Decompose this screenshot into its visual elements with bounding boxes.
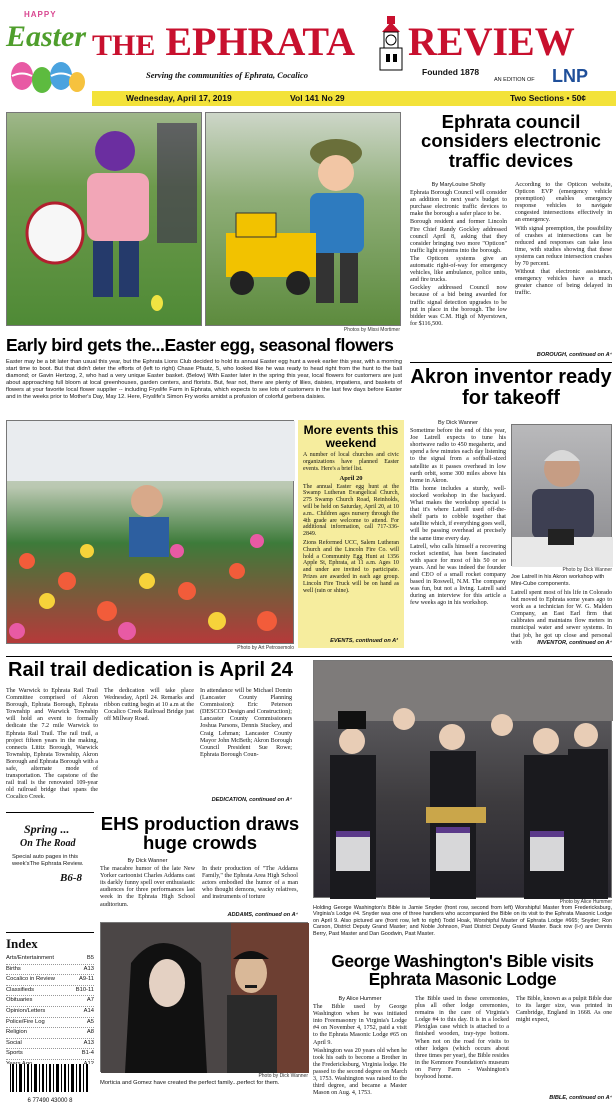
spring-title2: On The Road (20, 838, 76, 849)
events-p1: The annual Easter egg hunt at the Swamp Lutheran Evangelical Church, 275 Swamp Church Road, Reinholds, will be held on Saturday, April 20, at 10 a.m.. Children ages nursery through the 4th grade are welcome to attend. For additional information, call 717-336-2849. (303, 483, 399, 538)
index-list (6, 954, 94, 1071)
ehs-p2: In their production of "The Addams Family," the Ephrata Area High School actors embodied the humor of a man who thought demons, wacky relatives, and instruments of torture (202, 866, 298, 901)
masonic-credit: Photo by Alice Hummer (559, 899, 612, 905)
akron-p4: Latrell spent most of his life in Colorado but moved to Ephrata some years ago to work as a technician for W. G. Malden Company, an East Earl firm that calibrates and maintains flow meters in municipal water and sewer systems. In that job, he got up close and personal with (511, 590, 612, 646)
akron-photo (511, 424, 612, 566)
index-page: A7 (86, 997, 94, 1004)
ehs-headline: EHS production draws huge crowds (100, 813, 300, 854)
flowers-credit: Photo by Art Petrosemolo (237, 645, 294, 651)
akron-jump[interactable]: INVENTOR, continued on A⁴ (537, 640, 612, 646)
title-the: THE (92, 29, 156, 62)
index-page: A14 (83, 1007, 94, 1014)
rail-headline: Rail trail dedication is April 24 (8, 659, 293, 681)
index-label: Births (6, 965, 21, 972)
bible-col2 (415, 996, 509, 1100)
council-jump[interactable]: BOROUGH, continued on A⁴ (536, 352, 612, 358)
spring-pages: B6-8 (60, 872, 82, 884)
rail-p3: In attendance will be Michael Domin (Lancaster County Planning Commission): Eric Peterson (DESCCO Design and Construction); Lancaster County Commissioners Joshua Parsons, Dennis Stuckey, and Craig Lehman; Lancaster County Mayor John McBeth; Akron Borough Council President Sue Rowe; Ephrata Borough Coun- (200, 688, 292, 758)
index-page: A5 (86, 1018, 94, 1025)
barcode-number: 6 77490 43000 8 (27, 1098, 73, 1104)
council-headline: Ephrata council considers electronic traffic devices (421, 111, 601, 171)
index-row[interactable] (6, 1049, 94, 1060)
index-page: B10-11 (75, 986, 94, 993)
egg-hunt-photo-left (6, 112, 202, 326)
akron-p3: Latrell, who calls himself a recovering rocket scientist, has been fascinated with space for most of his 50 or so years. And he was indeed the founder and CEO of a small rocket company based in Roswell, N.M. The company was fun, but not a living. Latrell said during an interview for this article a few weeks ago in his workshop. (410, 543, 506, 607)
council-p2: Borough resident and former Lincoln Fire Chief Randy Gockley addressed council April 8, asking that they consider bringing two more "Opticon" traffic light systems into the borough. (410, 219, 507, 254)
flowers-photo (6, 420, 294, 644)
index-page: A9-11 (78, 976, 94, 983)
spring-text: Special auto pages in this week'sThe Ephrata Review. (12, 854, 84, 867)
ehs-credit: Photo by Dick Wanner (258, 1073, 308, 1079)
index-label: Cocalico in Review (6, 976, 55, 983)
dateline-date: Wednesday, April 17, 2019 (126, 93, 232, 103)
spring-promo[interactable] (6, 816, 94, 930)
mid-rule (6, 656, 612, 657)
index-row[interactable] (6, 1018, 94, 1029)
rail-p1: The Warwick to Ephrata Rail Trail Committee comprised of Akron Borough, Ephrata Borough, Ephrata Township and Warwick Township will hold an event to formally dedicate the 7.2 mile Warwick to Ephrata Rail Trail. The rail trail, a project fifteen years in the making, connects Lititz Borough, Warwick Township, Ephrata Township, Akron Borough and Ephrata Borough with a safe, alternate mode of transportation. The capstone of the rail trail is the renovated 109-year old railroad bridge that spans the Cocalico Creek. (6, 688, 98, 801)
index-row[interactable] (6, 1039, 94, 1050)
events-date: April 20 (339, 474, 363, 482)
tagline: Serving the communities of Ephrata, Cocalico (146, 70, 308, 80)
index-row[interactable] (6, 954, 94, 965)
council-col2 (515, 182, 612, 352)
index-row[interactable] (6, 975, 94, 986)
barcode-icon (6, 1064, 94, 1098)
index-label: Police/Fire Log (6, 1018, 45, 1025)
index-page: A13 (83, 965, 94, 972)
akron-col1 (410, 420, 506, 648)
akron-credit: Photo by Dick Wanner (562, 567, 612, 573)
edition-label: AN EDITION OF (494, 77, 535, 83)
easter-logo-top: HAPPY (24, 10, 57, 19)
rail-col1 (6, 688, 98, 806)
akron-byline: By Dick Wanner (438, 420, 478, 426)
bible-headline: George Washington's Bible visits Ephrata Masonic Lodge (331, 951, 594, 990)
index-row[interactable] (6, 1028, 94, 1039)
rail-col2 (104, 688, 194, 806)
events-intro: A number of local churches and civic organizations have planned Easter events. Here's a brief list. (303, 452, 399, 472)
index-row[interactable] (6, 996, 94, 1007)
council-body (410, 182, 612, 352)
council-p1: Ephrata Borough Council will consider an addition to next year's budget to purchase electronic traffic devices to make the borough a safer place to be. (410, 190, 507, 218)
akron-headline: Akron inventor ready for takeoff (410, 366, 612, 409)
rail-p2: The dedication will take place Wednesday, April 24. Remarks and ribbon cutting begin at 10 a.m at the Cocalico Creek Railroad Bridge just off Millway Road. (104, 688, 194, 723)
events-sidebar (298, 420, 404, 648)
index-label: Obituaries (6, 997, 33, 1004)
council-p4: Gockley addressed Council now because of a bid being awarded for traffic signal detection upgrades to be put in place in the borough. The low bidder was C.M. High of Myerstown, for $116,500. (410, 285, 507, 327)
masonic-photo (313, 660, 612, 898)
bible-col1 (313, 996, 407, 1100)
dateline-vol: Vol 141 No 29 (290, 93, 345, 103)
bible-p4: The Bible, known as a pulpit Bible due to its larger size, was printed in Cambridge, England in 1668. As one might expect, (516, 996, 612, 1024)
council-byline: By MaryLouise Sholly (431, 182, 486, 188)
lnp-logo: LNP (552, 66, 588, 86)
ehs-p1: The macabre humor of the late New Yorker cartoonist Charles Addams cast its darkly funny spell over enthusiastic audiences for three performances last week in the Ephrata High School auditorium. (100, 866, 195, 908)
ehs-byline: By Dick Wanner (127, 858, 168, 864)
akron-p1: Sometime before the end of this year, Joe Latrell expects to tune his shortwave radio to 450 megahertz, and spend a few minutes each day listening to the signal from a softball-sized satellite as it passes overhead in low earth orbit, some 300 miles above his home in Akron. (410, 428, 506, 484)
ehs-caption: Morticia and Gomez have created the perfect family...perfect for them. (100, 1080, 280, 1086)
easter-logo-word: Easter (6, 20, 87, 53)
bible-p3: The Bible used in these ceremonies, plus all other lodge ceremonies, remains in the care of Virginia's Lodge #4 to this day. It is in a locked Plexiglas case which is attached to a finished wooden, tray-type bottom. When not on the road for visits to other lodges (which occurs about three times per year), the Bible resides in the Kenmore Foundation's museum on Ferry Farm - Washington's boyhood home. (415, 996, 509, 1081)
top-photos-credit: Photos by Missi Mortimer (343, 327, 400, 333)
egg-hunt-photo-right (205, 112, 401, 326)
index-label: Opinion/Letters (6, 1007, 46, 1014)
council-col1 (410, 182, 507, 352)
index-label: Sports (6, 1050, 23, 1057)
egg-headline: Early bird gets the...Easter egg, seasonal flowers (6, 335, 394, 355)
events-p2: Zions Reformed UCC, Salem Lutheran Church and the Lincoln Fire Co. will hold a Community Egg Hunt at 1356 Apple St, Ephrata, at 11 a.m. Ages 10 and under are invited to participate. Prizes are awarded in each age group. Lincoln Fire Truck will be on hand as well (rain or shine). (303, 539, 399, 594)
bible-p2: Washington was 20 years old when he took his oath to become a Brother in the Fredericksburg, Virginia lodge. He passed to the second degree on March 3, 1753. Washington was raised to the third degree, and became a Master Mason on Aug. 4, 1753. (313, 1047, 407, 1097)
council-p5: According to the Opticon website, Opticon EVP (emergency vehicle preemption) enables emergency response vehicles to navigate congested intersections effectively in an emergency. (515, 182, 612, 224)
bible-jump[interactable]: BIBLE, continued on A⁴ (549, 1095, 612, 1101)
council-p6: With signal preemption, the possibility of crashes at intersections can be reduced and responses can take less time, with studies showing that these systems can reduce intersection crashes by 70 percent. (515, 225, 612, 268)
index-label: Religion (6, 1029, 27, 1036)
masonic-caption: Holding George Washington's Bible is Jamie Snyder (front row, second from left) Worshipful Master from Fredericksburg, Virginia's Lodge #4. Snyder was one of three handlers who accompanied the Bible on its visit to the Ephrata Masonic Lodge on April 9. Also pictured are (front row, left to right) Todd Hoak, Worshipful Master of Ephrata Lodge #665; Snyder; Ron Carson, District Deputy Grand Master; and Noble Johnson, Past District Deputy Grand Master. Back row (l-r) are Dennis Berry, Past Master and Dan Goodwin, Past Master. (313, 905, 612, 937)
index-box (6, 936, 94, 1060)
akron-caption: Joe Latrell in his Akron workshop with Mini-Cube components. (511, 574, 605, 587)
council-rule (410, 362, 612, 363)
ehs-jump[interactable]: ADDAMS, continued on A⁴ (227, 912, 298, 918)
council-p7: Without that electronic assistance, emergency vehicles have a much greater chance of being delayed in traffic. (515, 269, 612, 297)
index-page: B1-4 (81, 1050, 94, 1057)
ehs-col2 (202, 866, 298, 912)
index-label: Arts/Entertainment (6, 955, 55, 961)
events-headline: More events this weekend (303, 423, 399, 450)
bible-col3 (516, 996, 612, 1092)
rail-jump[interactable]: DEDICATION, continued on A⁴ (211, 797, 292, 803)
index-label: Classifieds (6, 986, 35, 993)
ehs-col1 (100, 858, 195, 916)
index-row[interactable] (6, 965, 94, 976)
bible-byline: By Alice Hummer (338, 996, 382, 1002)
rail-col3 (200, 688, 292, 796)
clocktower-icon (374, 14, 408, 76)
index-title: Index (6, 936, 38, 951)
easter-logo (2, 6, 88, 96)
events-jump[interactable]: EVENTS, continued on A³ (330, 638, 398, 644)
index-page: A8 (86, 1029, 94, 1036)
ehs-photo (100, 922, 308, 1072)
index-page: B5 (86, 955, 94, 961)
title-ephrata: EPHRATA (165, 19, 355, 64)
left-col-rule (6, 812, 94, 813)
egg-caption: Easter may be a bit later than usual this year, but the Ephrata Lions Club decided to hold its annual Easter egg hunt a week earlier this year, with a morning start time to boot. But that didn't deter the efforts of (left to right) Chase Pfautz, 5, who looked like he was ready to head right from the hunt to the ball diamond; or Gavin Hertzog, 2, who had a very unique Easter basket. (Below) With Easter later in the spring this year, local flowers for customers are just about approaching full bloom at local greenhouses, garden centers, and florists. But, fear not, there are plenty of lilies, daisies, impatiens, and baskets of flowers at your favorite local flower supplier -- including Fryslife Farm in Ephrata, which expects to see lots of customers in the last few days before Easter and in the weeks prior to Mother's Day, May 12. Here, Fryslife's Simon Fry works amidst a profusion of colorful gerbera daisies. (6, 359, 402, 400)
barcode (6, 1064, 94, 1106)
bible-p1: The Bible used by George Washington when he was initiated into Freemasonry in Virginia's Lodge #4 on November 4, 1752, paid a visit to the Ephrata Masonic Lodge #65 on April 9. (313, 1004, 407, 1046)
founded: Founded 1878 (422, 67, 480, 77)
spring-title1: Spring ... (24, 822, 70, 836)
index-rule (6, 932, 94, 933)
council-p3: The Opticom systems give an automatic right-of-way for emergency vehicles, like ambulance, police units, and fire trucks. (410, 255, 507, 284)
dateline-sections: Two Sections • 50¢ (510, 93, 587, 103)
index-row[interactable] (6, 986, 94, 997)
masthead-review: REVIEW (408, 19, 575, 64)
index-page: A13 (83, 1039, 94, 1046)
index-row[interactable] (6, 1007, 94, 1018)
index-label: Social (6, 1039, 22, 1046)
akron-p2: His home includes a sturdy, well-stocked workshop in the backyard. What makes the workshop special is that it's where Latrell used off-the-shelf parts to cobble together that satellite which, if everything goes well, will be passing overhead at precisely the same time every day. (410, 485, 506, 542)
